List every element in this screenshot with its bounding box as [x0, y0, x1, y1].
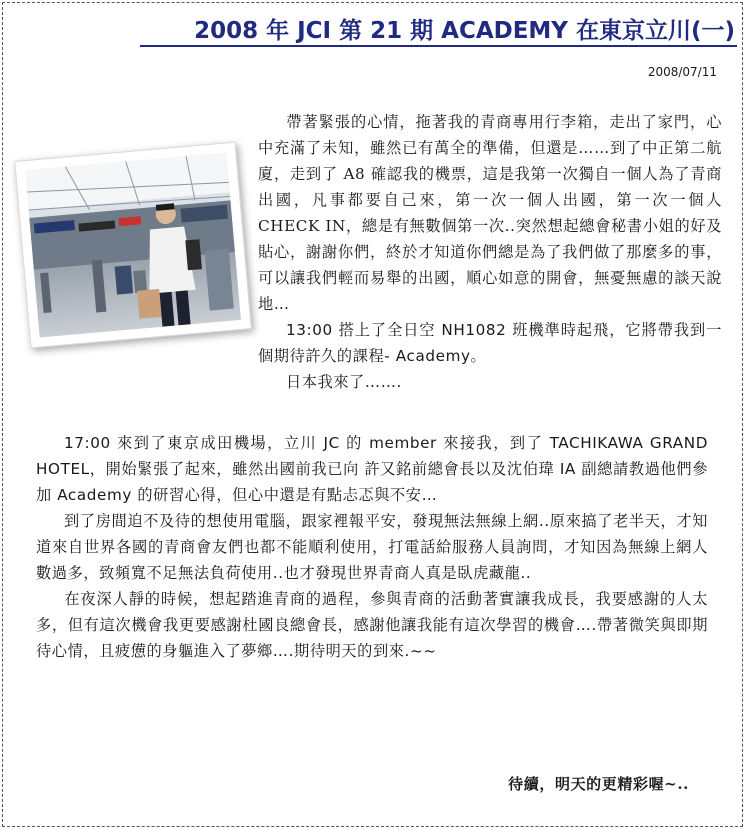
article-title: 2008 年 JCI 第 21 期 ACADEMY 在東京立川(一) [194, 18, 735, 44]
paragraph-3: 日本我來了……. [286, 373, 402, 391]
article-date: 2008/07/11 [647, 65, 717, 79]
airport-photo [25, 153, 241, 338]
paragraph-1: 帶著緊張的心情，拖著我的青商專用行李箱，走出了家門，心中充滿了未知，雖然已有萬全的準備，但還是……到了中正第二航廈，走到了 A8 確認我的機票，這是我第一次獨自一個人為了青商出國，凡事都要自己來，第一次一個人出國，第一次一個人 CHECK IN，總是有無數個第一次..突然想起總會秘書小姐的好及貼心，謝謝你們，終於才知道你們總是為了我們做了那麼多的事，可以讓我們輕而易舉的出國，順心如意的開會，無憂無慮的談天說地… [258, 113, 722, 313]
paragraph-6: 在夜深人靜的時候，想起踏進青商的過程，參與青商的活動著實讓我成長，我要感謝的人太多，但有這次機會我更要感謝杜國良總會長，感謝他讓我能有這次學習的機會….帶著微笑與即期待心情，且疲憊的身軀進入了夢鄉….期待明天的到來.~~ [36, 590, 708, 660]
article-body-top [258, 109, 722, 395]
photo-container [14, 143, 254, 349]
paragraph-5: 到了房間迫不及待的想使用電腦，跟家裡報平安，發現無法無線上網..原來搞了老半天，才知道來自世界各國的青商會友們也都不能順利使用，打電話給服務人員詢問，才知因為無線上網人數過多，致頻寬不足無法負荷使用..也才發現世界青商人真是臥虎藏龍.. [36, 512, 708, 582]
photo-frame [14, 142, 252, 349]
paragraph-2: 13:00 搭上了全日空 NH1082 班機準時起飛，它將帶我到一個期待許久的課程- Academy。 [258, 321, 722, 365]
article-body-bottom [36, 430, 708, 664]
closing-line: 待續，明天的更精彩喔~.. [508, 775, 689, 793]
title-underline [140, 45, 737, 47]
paragraph-4: 17:00 來到了東京成田機場，立川 JC 的 member 來接我，到了 TACHIKAWA GRAND HOTEL，開始緊張了起來，雖然出國前我已向 許又銘前總會長以及沈伯瑋 IA 副總請教過他們參加 Academy 的研習心得，但心中還是有點忐忑與不安… [36, 434, 708, 504]
